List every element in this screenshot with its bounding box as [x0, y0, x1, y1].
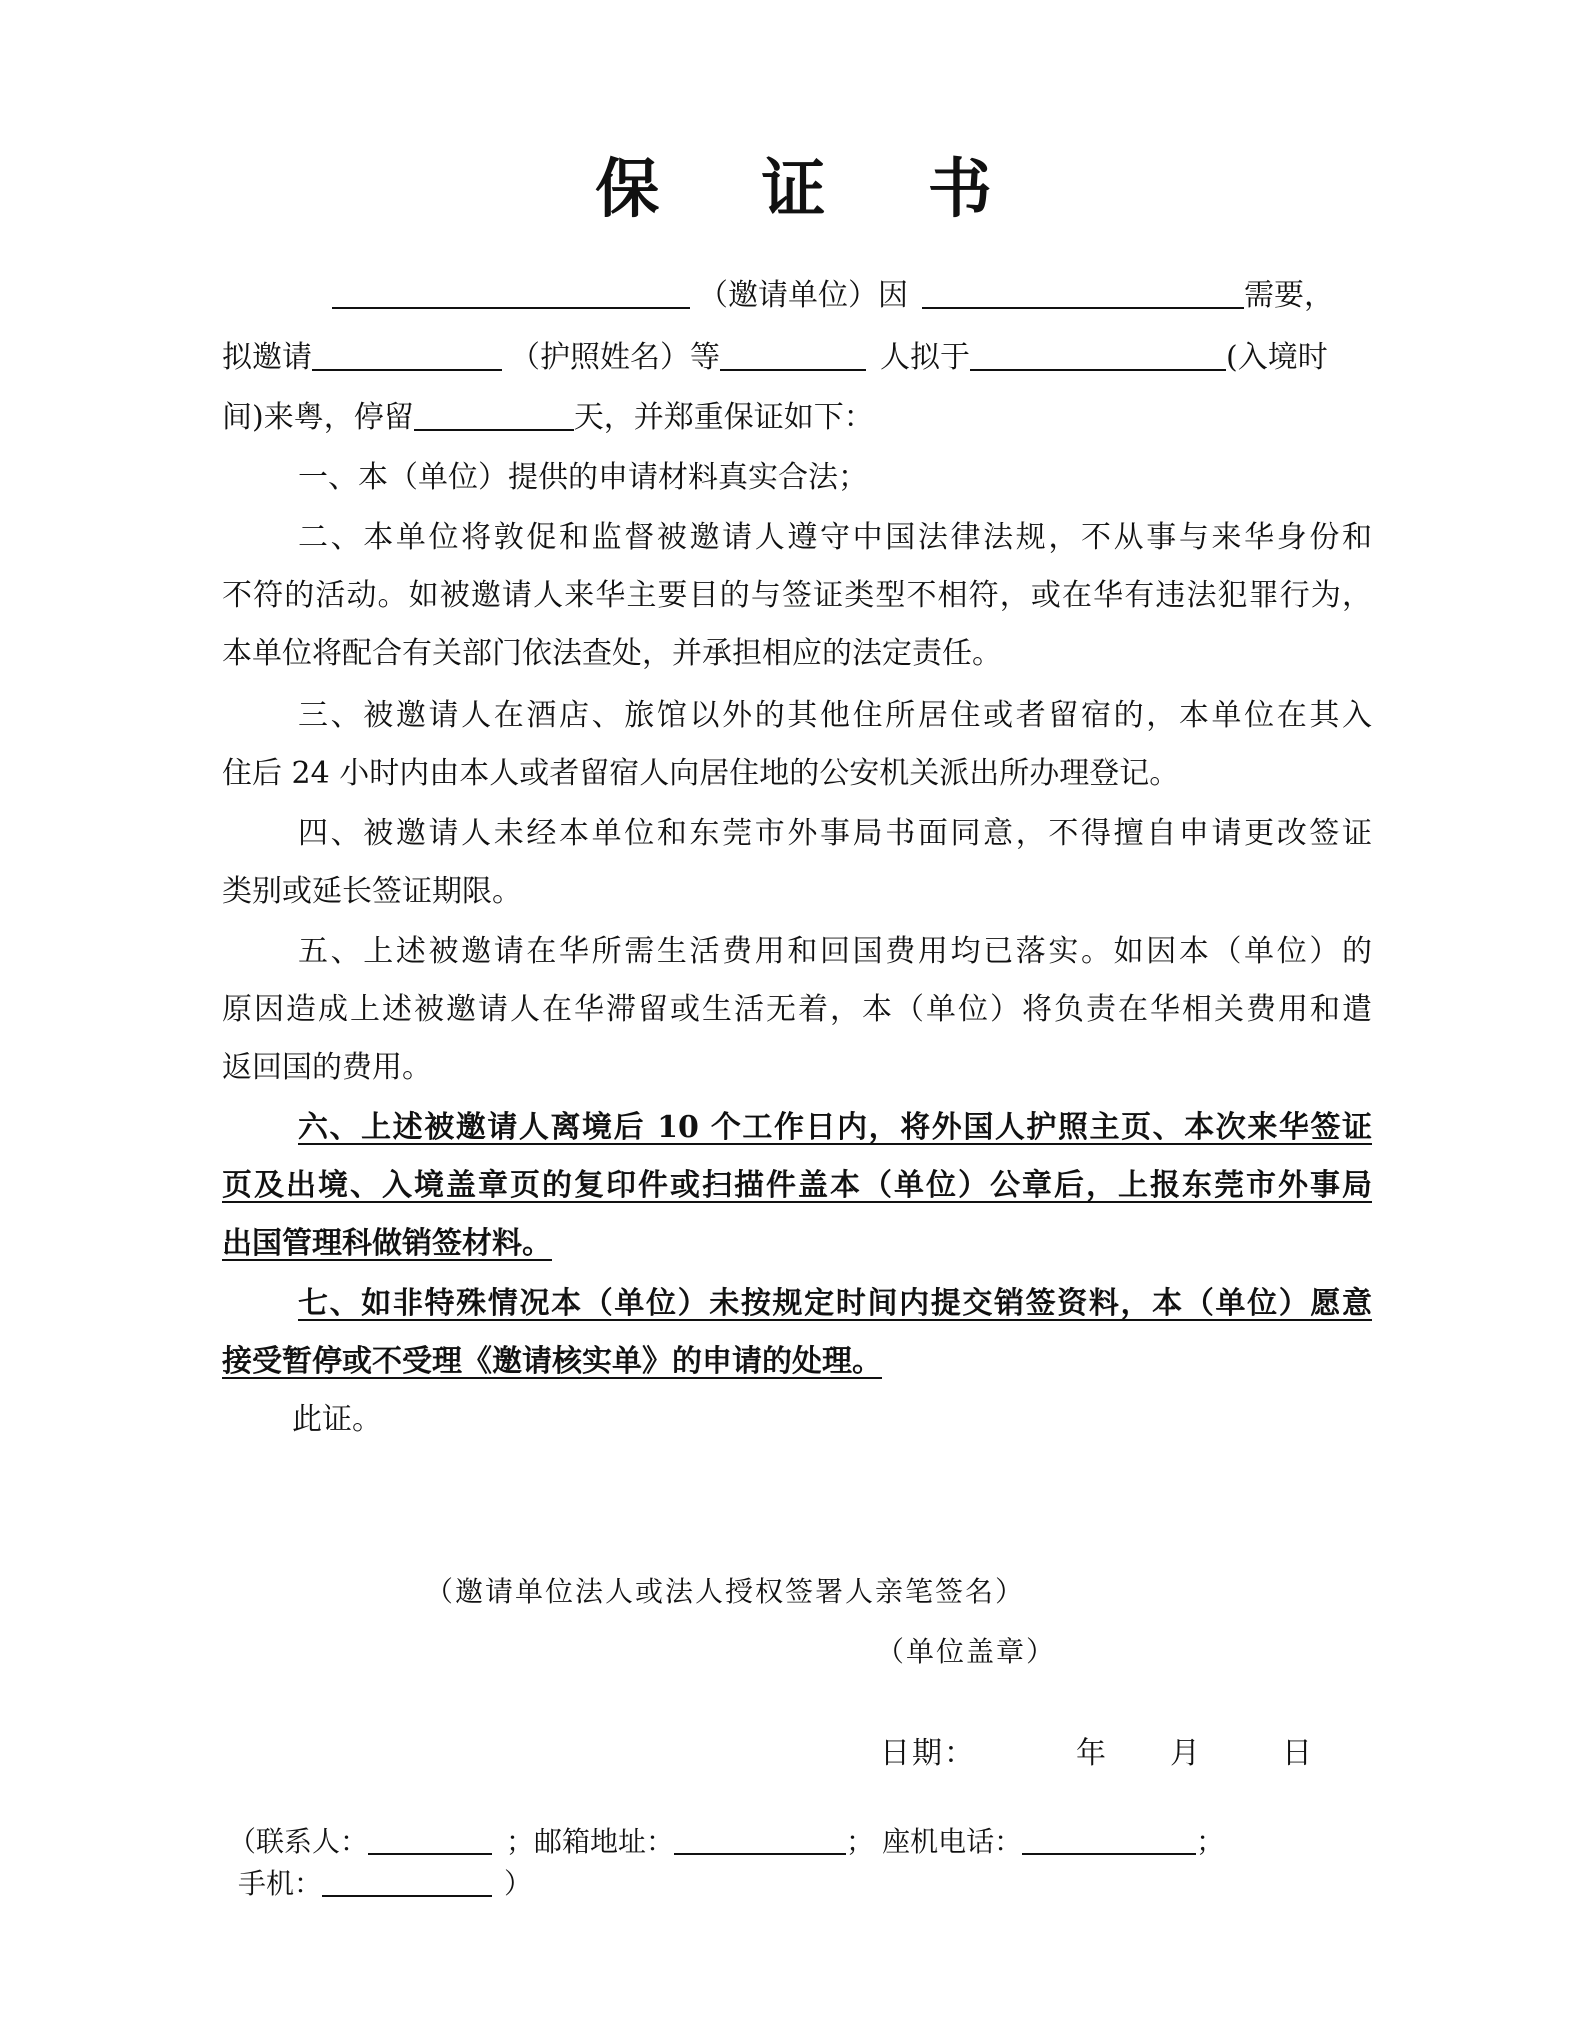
count-blank[interactable] — [720, 339, 866, 371]
signer-label: （邀请单位法人或法人授权签署人亲笔签名） — [425, 1575, 1026, 1608]
clause-4-line-1: 四、被邀请人未经本单位和东莞市外事局书面同意，不得擅自申请更改签证 — [298, 816, 1372, 851]
reason-blank[interactable] — [922, 277, 1244, 309]
closing-paren: ） — [504, 1867, 533, 1900]
clause-7-line-1: 七、如非特殊情况本（单位）未按规定时间内提交销签资料，本（单位）愿意 — [298, 1286, 1372, 1321]
mobile-blank[interactable] — [322, 1869, 492, 1897]
contact-person-label: （联系人： — [228, 1825, 369, 1858]
clause-2-line-2: 不符的活动。如被邀请人来华主要目的与签证类型不相符，或在华有违法犯罪行为， — [222, 578, 1372, 613]
clause-5-line-2: 原因造成上述被邀请人在华滞留或生活无着，本（单位）将负责在华相关费用和遣 — [222, 992, 1372, 1027]
stay-days-blank[interactable] — [414, 399, 574, 431]
clause-6-line-3 — [222, 1224, 1372, 1264]
email-label: 邮箱地址： — [534, 1825, 675, 1858]
document-title: 保 证 书 — [595, 153, 1032, 227]
intro-text: 天，并郑重保证如下： — [573, 400, 874, 435]
clause-6-line-1: 六、上述被邀请人离境后 10 个工作日内，将外国人护照主页、本次来华签证 — [298, 1110, 1372, 1145]
separator: ； — [506, 1825, 535, 1858]
clause-2-line-1: 二、本单位将敦促和监督被邀请人遵守中国法律法规，不从事与来华身份和 — [298, 520, 1372, 555]
clause-1: 一、本（单位）提供的申请材料真实合法； — [298, 460, 868, 495]
inviting-unit-blank[interactable] — [332, 277, 690, 309]
intro-text: （邀请单位）因 — [698, 278, 908, 313]
mobile-label: 手机： — [238, 1867, 323, 1900]
passport-name-blank[interactable] — [312, 339, 502, 371]
intro-text: 需要， — [1244, 278, 1334, 313]
clause-2-line-3: 本单位将配合有关部门依法查处，并承担相应的法定责任。 — [222, 636, 1002, 671]
clause-6-line-3-text: 出国管理科做销签材料。 — [222, 1226, 552, 1261]
separator: ； — [846, 1825, 875, 1858]
contact-person-blank[interactable] — [368, 1827, 492, 1855]
intro-text: (入境时 — [1226, 340, 1328, 375]
phone-label: 座机电话： — [882, 1825, 1023, 1858]
clause-4-line-2: 类别或延长签证期限。 — [222, 874, 522, 909]
clause-7-line-2-text: 接受暂停或不受理《邀请核实单》的申请的处理。 — [222, 1344, 882, 1379]
entry-date-blank[interactable] — [970, 339, 1226, 371]
stamp-label: （单位盖章） — [876, 1635, 1057, 1668]
clause-5-line-3: 返回国的费用。 — [222, 1050, 432, 1085]
date-month: 月 — [1170, 1736, 1202, 1771]
date-year: 年 — [1076, 1736, 1108, 1771]
intro-text: 拟邀请 — [222, 340, 312, 375]
date-label: 日期： — [880, 1736, 976, 1771]
closing-text: 此证。 — [292, 1402, 382, 1437]
date-day: 日 — [1282, 1736, 1314, 1771]
clause-3-line-1: 三、被邀请人在酒店、旅馆以外的其他住所居住或者留宿的，本单位在其入 — [298, 698, 1372, 733]
clause-3-line-2: 住后 24 小时内由本人或者留宿人向居住地的公安机关派出所办理登记。 — [222, 756, 1180, 791]
intro-line-2 — [222, 338, 1372, 378]
phone-blank[interactable] — [1022, 1827, 1196, 1855]
clause-6-line-2: 页及出境、入境盖章页的复印件或扫描件盖本（单位）公章后，上报东莞市外事局 — [222, 1168, 1372, 1203]
intro-text: （护照姓名）等 — [510, 340, 720, 375]
intro-text: 间)来粤，停留 — [222, 400, 414, 435]
intro-line-1 — [222, 276, 1372, 316]
intro-line-3 — [222, 398, 1372, 438]
contact-line-2 — [238, 1866, 532, 1902]
clause-5-line-1: 五、上述被邀请在华所需生活费用和回国费用均已落实。如因本（单位）的 — [298, 934, 1372, 969]
separator: ； — [1196, 1825, 1225, 1858]
email-blank[interactable] — [674, 1827, 846, 1855]
intro-text: 人拟于 — [880, 340, 970, 375]
clause-7-line-2 — [222, 1342, 1372, 1382]
contact-line-1 — [228, 1824, 1224, 1860]
